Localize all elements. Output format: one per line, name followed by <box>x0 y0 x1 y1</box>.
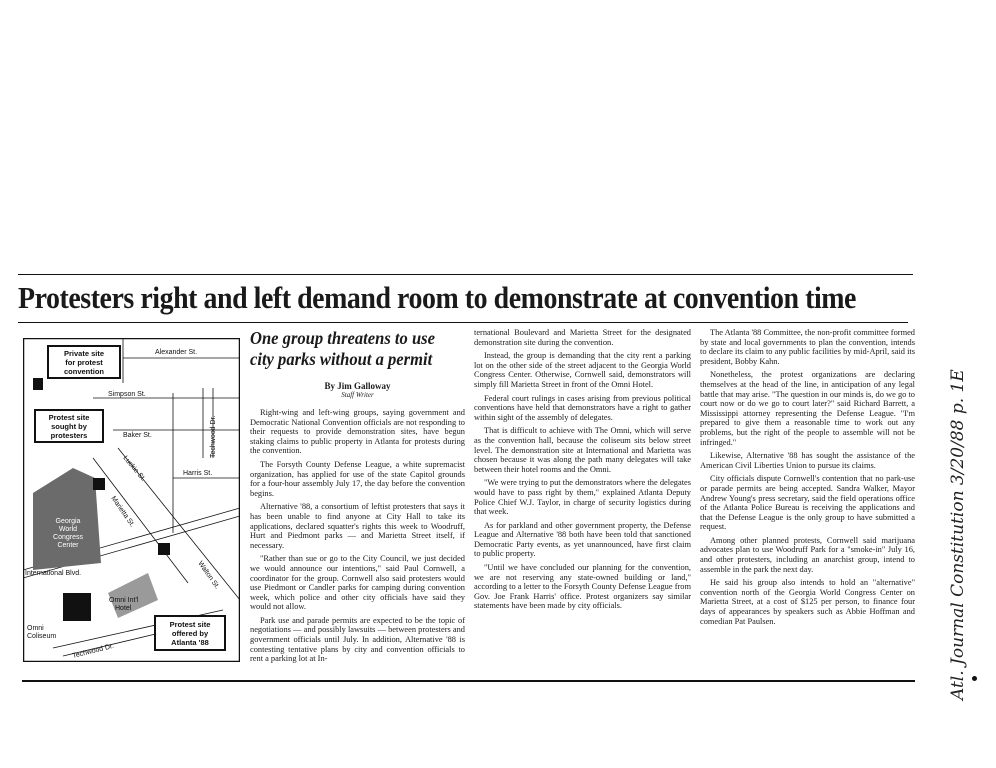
street-techwood-south: Techwood Dr. <box>71 642 115 660</box>
street-simpson: Simpson St. <box>108 391 146 398</box>
place-omni-line1: Omni <box>27 625 44 632</box>
place-gwcc-line2: World <box>58 526 78 533</box>
paragraph: Nonetheless, the protest organizations are declaring themselves at the head of the line, in anticipation of any legal battle that may arise. "The question in our minds is, do we go to court now or do we go to court later?" said Richard Barrett, a Mississippi attorney representing the Defense League. "I'm prepared to give them a reasonable time to work out any problems, but the right of the people to assemble will not be infringed." <box>700 370 915 447</box>
callout-sought-line1: Protest site <box>48 413 90 422</box>
handwritten-citation <box>948 369 972 700</box>
paragraph: Alternative '88, a consortium of leftist protesters that says it has been unable to find anyone at City Hall to take its applications, declared squatter's rights this week to Woodruff, Hurt and Piedmont parks — and Marietta Street itself, if necessary. <box>250 502 465 550</box>
street-luckie: Luckie St. <box>121 454 147 483</box>
paragraph: ternational Boulevard and Marietta Street for the designated demonstration site during the convention. <box>474 328 691 347</box>
callout-private-site-line2: for protest <box>65 358 103 367</box>
street-walton: Walton St. <box>196 560 221 591</box>
street-baker: Baker St. <box>123 432 152 439</box>
paragraph: Right-wing and left-wing groups, saying government and Democratic National Convention officials are not responding to their requests to provide demonstration sites, have begun staking claims to public property in Atlanta for protests during the convention. <box>250 408 465 456</box>
place-gwcc-line4: Center <box>57 542 79 549</box>
street-marietta: Marietta St. <box>109 495 136 529</box>
paragraph: Among other planned protests, Cornwell said marijuana advocates plan to use Woodruff Park for a "smoke-in" July 16, and other protesters, including an anarchist group, intend to assemble in the park the next day. <box>700 535 915 574</box>
paragraph: Federal court rulings in cases arising from previous political conventions have held that demonstrators have a right to gather within sight of the assembly of delegates. <box>474 393 691 422</box>
paragraph: That is difficult to achieve with The Omni, which will serve as the convention hall, because the coliseum sits below street level. The demonstration site at International and Marietta was chosen because it was along the path many delegates will take between their hotel rooms and the Omni. <box>474 426 691 474</box>
paragraph: City officials dispute Cornwell's contention that no park-use or parade permits are being accepted. Sandra Walker, Mayor Andrew Young's press secretary, said the field operations office of the Atlanta Police Bureau is receiving the applications and that the Defense League is the only group to have submitted a request. <box>700 474 915 532</box>
callout-sought-line2: sought by <box>51 422 87 431</box>
callout-offered-line1: Protest site <box>169 620 211 629</box>
place-omni-hotel-line1: Omni Int'l <box>109 597 139 604</box>
paragraph: Instead, the group is demanding that the city rent a parking lot on the other side of the street adjacent to the Georgia World Congress Center. Otherwise, Cornwell said, demonstrators will simply fill Marietta Street in front of the Omni Hotel. <box>474 351 691 389</box>
paragraph: "Rather than sue or go to the City Council, we just decided we would announce our intentions," said Paul Cornwell, a coordinator for the group. Cornwell also said protesters would use Piedmont or Candler parks for camping during convention week, which police and other city officials have said they would not allow. <box>250 554 465 612</box>
article-column-3 <box>700 328 915 630</box>
headline: Protesters right and left demand room to demonstrate at convention time <box>18 280 856 315</box>
paragraph: The Forsyth County Defense League, a white supremacist organization, has applied for use of the state Capitol grounds for a four-hour assembly July 17, the day before the convention begins. <box>250 459 465 498</box>
paragraph: "We were trying to put the demonstrators where the delegates would have to pass right by them," explained Atlanta Deputy Police Chief W.J. Taylor, in charge of security logistics during that week. <box>474 478 691 517</box>
byline-name: By Jim Galloway <box>324 381 391 391</box>
paragraph: As for parkland and other government property, the Defense League and Alternative '88 both have been told that sanctioned Democratic Party events, as yet unannounced, have first claim to public property. <box>474 520 691 559</box>
callout-offered-line2: offered by <box>171 629 209 638</box>
paragraph: Likewise, Alternative '88 has sought the assistance of the American Civil Liberties Union to pursue its claims. <box>700 451 915 470</box>
article-column-1 <box>250 408 465 668</box>
handwritten-citation-text: Atl. Journal Constitution 3/20/88 p. 1E <box>948 369 968 700</box>
paragraph: "Until we have concluded our planning for the convention, we are not reserving any state-owned building or land," according to a letter to the Forsyth County Defense League from Gov. Joe Frank Harris' office. Protest organizers say similar statements have been made by city officials. <box>474 563 691 611</box>
paragraph: He said his group also intends to hold an "alternative" convention north of the Georgia World Congress Center on Marietta Street, at a cost of $125 per person, to finance four days of appearances by speakers such as Abbie Hoffman and comedian Pat Paulsen. <box>700 578 915 626</box>
callout-private-site-line1: Private site <box>63 349 105 358</box>
paragraph: The Atlanta '88 Committee, the non-profit committee formed by state and local governments to plan the convention, intends to declare its claim to any public facilities by mid-April, said its president, Bobby Kahn. <box>700 328 915 366</box>
callout-private-site-line3: convention <box>63 367 105 376</box>
callout-sought-line3: protesters <box>50 431 88 440</box>
place-gwcc-line1: Georgia <box>55 518 81 525</box>
headline-underline <box>18 322 908 323</box>
deck-headline: One group threatens to use city parks without a permit <box>250 328 435 369</box>
place-omni-hotel-line2: Hotel <box>115 605 132 612</box>
street-international: International Blvd. <box>25 570 82 577</box>
callout-offered-line3: Atlanta '88 <box>171 638 209 647</box>
bottom-rule <box>22 680 915 682</box>
article-column-2 <box>474 328 691 615</box>
place-omni-line2: Coliseum <box>27 633 57 640</box>
byline-role: Staff Writer <box>341 391 374 399</box>
byline <box>250 381 465 399</box>
paragraph: Park use and parade permits are expected to be the topic of negotiations — and possibly lawsuits — between protesters and government officials until July. In addition, Alternative '88 is contesting tentative plans by city and convention officials to rent a parking lot at In- <box>250 615 465 664</box>
ink-dot <box>972 676 977 681</box>
place-gwcc-line3: Congress <box>53 534 83 541</box>
street-techwood: Techwood Dr. <box>210 415 217 458</box>
street-harris: Harris St. <box>183 470 213 477</box>
top-rule <box>18 274 913 275</box>
street-alexander: Alexander St. <box>155 349 198 356</box>
protest-sites-map <box>23 338 240 662</box>
